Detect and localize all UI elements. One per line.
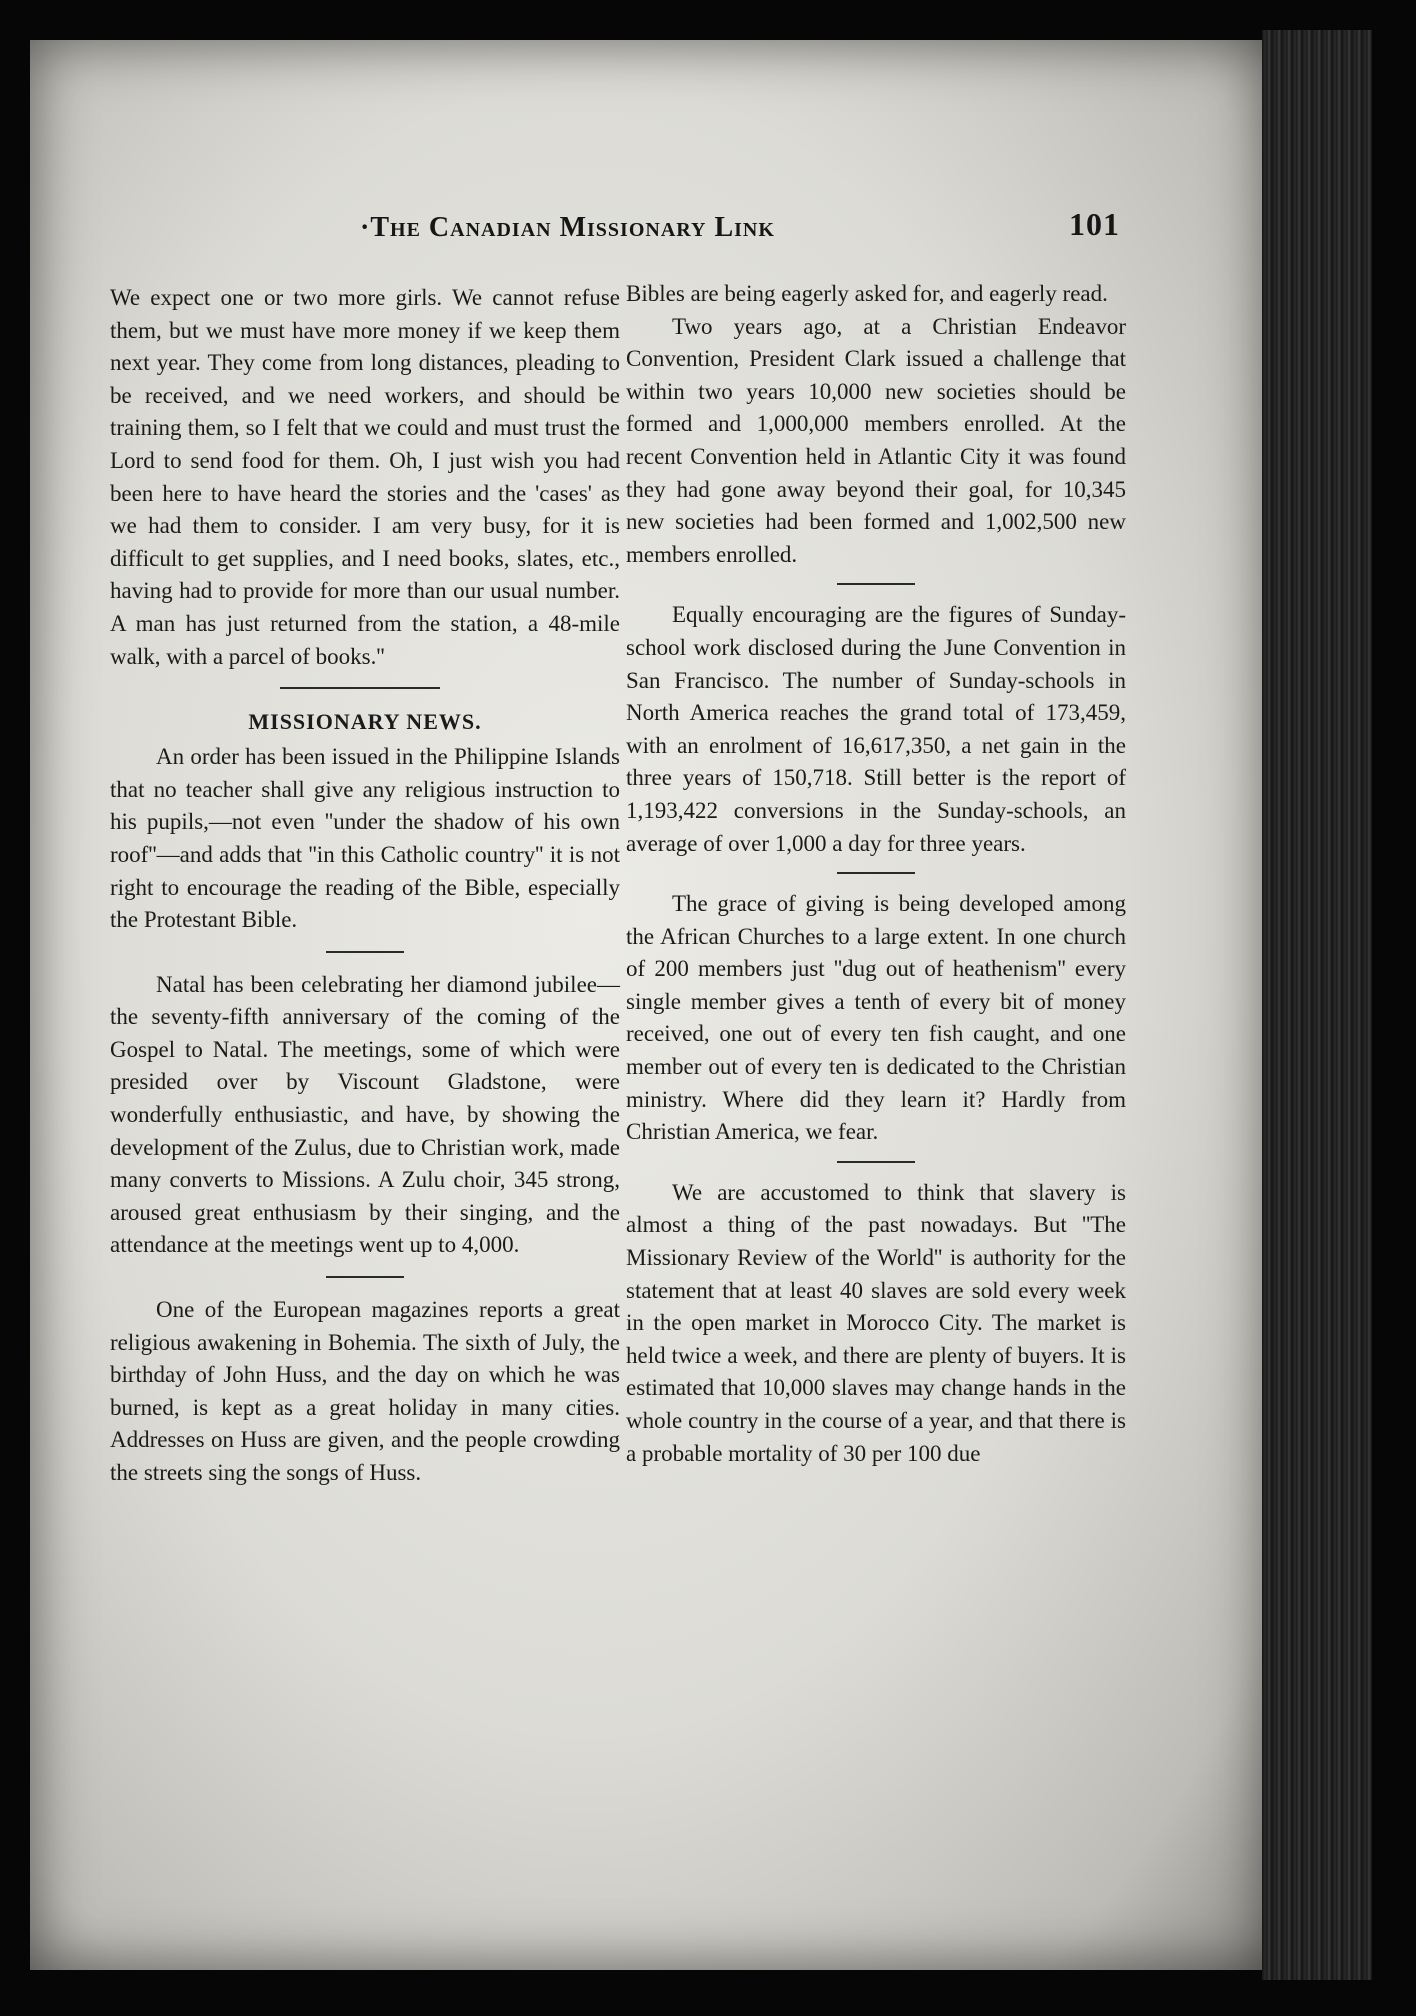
- bohemia-continued: Bibles are being eagerly asked for, and eagerly read.: [626, 281, 1108, 306]
- news-sunday-school: Equally encouraging are the figures of Sunday-school work disclosed during the June Convention in San Francisco. The number of Sunday-schools in North America reaches the grand total of 173,459, with an enrolment of 16,617,350, a net gain in the three years of 150,718. Still better is the report of 1,193,422 conversions in the Sunday-schools, an average of over 1,000 a day for three years.: [626, 602, 1126, 856]
- news-bohemia: One of the European magazines reports a great religious awakening in Bohemia. The sixth of July, the birthday of John Huss, and the day on which he was burned, is kept as a great holiday in many cities. Addresses on Huss are given, and the people crowding the streets sing the songs of Huss.: [110, 1297, 620, 1485]
- news-african-churches: The grace of giving is being developed among the African Churches to a large extent. In one church of 200 members just ''dug out of heathenism'' every single member gives a tenth of every bit of money received, one out of every ten fish caught, and one member out of every ten is dedicated to the Christian ministry. Where did they learn it? Hardly from Christian America, we fear.: [626, 891, 1126, 1145]
- running-header: [360, 206, 1120, 252]
- item-rule: [837, 1161, 915, 1163]
- item-rule: [837, 583, 915, 585]
- letter-paragraph: We expect one or two more girls. We cannot refuse them, but we must have more money if we keep them next year. They come from long distances, pleading to be received, and we need workers, and should be training them, so I felt that we could and must trust the Lord to send food for them. Oh, I just wish you had been here to have heard the stories and the 'cases' as we had them to consider. I am very busy, for it is difficult to get supplies, and I need books, slates, etc., having had to provide for more than our usual number. A man has just returned from the station, a 48-mile walk, with a parcel of books.'': [110, 285, 620, 669]
- journal-title: ·The Canadian Missionary Link: [360, 212, 775, 243]
- item-rule: [837, 872, 915, 874]
- news-natal: Natal has been celebrating her diamond jubilee—the seventy-fifth anniversary of the coming of the Gospel to Natal. The meetings, some of which were presided over by Viscount Gladstone, were wonderfully enthusiastic, and have, by showing the development of the Zulus, due to Christian work, made many converts to Missions. A Zulu choir, 345 strong, aroused great enthusiasm by their singing, and the attendance at the meetings went up to 4,000.: [110, 971, 620, 1258]
- item-rule: [326, 951, 404, 953]
- section-heading: MISSIONARY NEWS.: [248, 709, 482, 735]
- page-number: 101: [1069, 206, 1120, 242]
- news-philippines: An order has been issued in the Philippine Islands that no teacher shall give any religious instruction to his pupils,—not even ''under the shadow of his own roof''—and adds that ''in this Catholic country'' it is not right to encourage the reading of the Bible, especially the Protestant Bible.: [110, 744, 620, 933]
- left-column: [110, 282, 620, 1490]
- news-slavery: We are accustomed to think that slavery is almost a thing of the past nowadays. But ''The Missionary Review of the World'' is authority for the statement that at least 40 slaves are sold every week in the open market in Morocco City. The market is held twice a week, and there are plenty of buyers. It is estimated that 10,000 slaves may change hands in the whole country in the course of a year, and that there is a probable mortality of 30 per 100 due: [626, 1179, 1126, 1466]
- news-christian-endeavor: Two years ago, at a Christian Endeavor Convention, President Clark issued a challenge that within two years 10,000 new societies should be formed and 1,000,000 members enrolled. At the recent Convention held in Atlantic City it was found they had gone away beyond their goal, for 10,345 new societies had been formed and 1,002,500 new members enrolled.: [626, 313, 1126, 567]
- section-rule: [280, 687, 440, 689]
- right-column: [626, 278, 1126, 1470]
- item-rule: [326, 1276, 404, 1278]
- book-page-edges: [1262, 30, 1372, 1980]
